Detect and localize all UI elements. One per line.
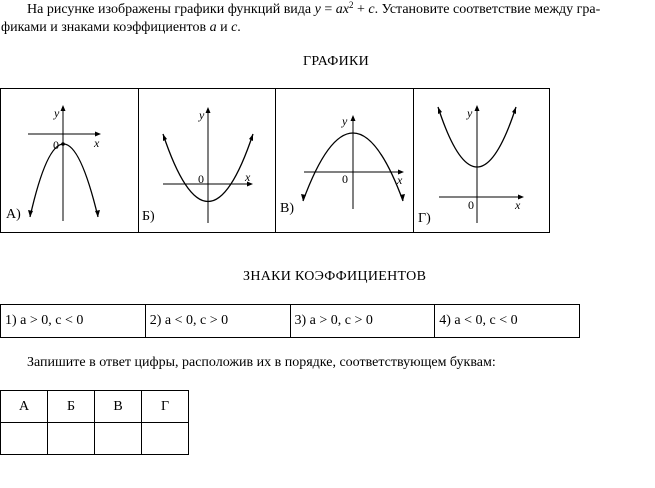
curve-end-right xyxy=(95,210,100,217)
answer-header-b: Б xyxy=(48,391,95,423)
curve-end-right xyxy=(512,107,516,114)
period: . xyxy=(237,20,241,35)
answer-header-a: А xyxy=(1,391,48,423)
parabola-curve xyxy=(30,144,98,217)
vertex-point xyxy=(61,142,65,146)
task-line-2 xyxy=(1,18,241,37)
graph-letter-v: В) xyxy=(280,201,294,216)
y-axis-arrow xyxy=(475,105,480,111)
conjunction: и xyxy=(216,20,232,35)
coefficient-a: a xyxy=(209,20,217,35)
graphs-heading: ГРАФИКИ xyxy=(303,54,370,69)
y-axis-label: y xyxy=(54,106,60,120)
formula-equals: = xyxy=(320,2,336,17)
origin-label: 0 xyxy=(198,172,204,186)
signs-heading: ЗНАКИ КОЭФФИЦИЕНТОВ xyxy=(243,269,427,284)
instruction-text: Запишите в ответ цифры, расположив их в порядке, соответствующем буквам: xyxy=(27,355,496,370)
formula-plus: + xyxy=(353,2,369,17)
answer-cell-b[interactable] xyxy=(48,423,95,455)
x-axis-label: x xyxy=(397,173,403,187)
y-axis-label: y xyxy=(467,106,473,120)
task-text-start: На рисунке изображены графики функций вида xyxy=(27,2,315,17)
origin-label: 0 xyxy=(468,198,474,212)
origin-label: 0 xyxy=(53,138,59,152)
graph-cell-a xyxy=(1,89,138,232)
y-axis-arrow xyxy=(61,105,66,111)
graph-cell-b xyxy=(138,89,276,232)
graph-cell-v xyxy=(275,89,414,232)
answer-header-v: В xyxy=(95,391,142,423)
sign-option-3: 3) a > 0, c > 0 xyxy=(290,305,435,337)
curve-end-left xyxy=(163,134,167,141)
formula-ax: ax xyxy=(335,2,349,17)
answer-cell-a[interactable] xyxy=(1,423,48,455)
sign-option-2: 2) a < 0, c > 0 xyxy=(145,305,290,337)
task-line-2-text: фиками и знаками коэффициентов xyxy=(1,20,210,35)
answer-cell-v[interactable] xyxy=(95,423,142,455)
answer-cell-g[interactable] xyxy=(142,423,189,455)
curve-end-left xyxy=(301,194,306,201)
answer-input-row xyxy=(1,423,189,455)
answer-table xyxy=(0,390,189,455)
curve-end-right xyxy=(249,134,253,141)
curve-end-left xyxy=(28,210,33,217)
y-axis-arrow xyxy=(206,107,211,113)
coefficient-c: c xyxy=(231,20,238,35)
signs-row xyxy=(0,304,580,338)
y-axis-label: y xyxy=(199,108,205,122)
x-axis-label: x xyxy=(515,198,521,212)
y-axis-label: y xyxy=(342,114,348,128)
graph-letter-g: Г) xyxy=(418,211,431,226)
origin-label: 0 xyxy=(342,172,348,186)
answer-header-row xyxy=(1,391,189,423)
answer-header-g: Г xyxy=(142,391,189,423)
x-axis-label: x xyxy=(245,170,251,184)
formula-c: c xyxy=(368,2,375,17)
x-axis-label: x xyxy=(94,136,100,150)
graph-letter-b: Б) xyxy=(142,209,155,224)
formula-y: y xyxy=(314,2,321,17)
sign-option-4: 4) a < 0, c < 0 xyxy=(434,305,579,337)
sign-option-1: 1) a > 0, c < 0 xyxy=(5,313,84,328)
y-axis-arrow xyxy=(351,115,356,121)
graph-b xyxy=(139,89,276,232)
graph-cell-g xyxy=(413,89,550,232)
task-line-1 xyxy=(27,0,600,19)
graphs-grid xyxy=(0,88,550,233)
task-text-end: . Установите соответствие между гра- xyxy=(374,2,601,17)
curve-end-left xyxy=(438,107,442,114)
graph-g xyxy=(414,89,550,232)
graph-a xyxy=(1,89,138,232)
graph-v xyxy=(276,89,414,232)
formula-exponent: 2 xyxy=(348,0,354,10)
curve-end-right xyxy=(400,194,405,201)
graph-letter-a: А) xyxy=(6,207,21,222)
